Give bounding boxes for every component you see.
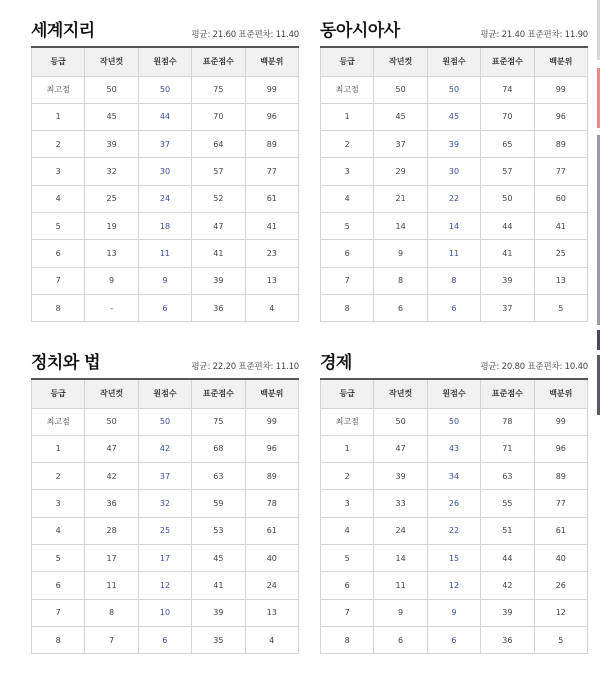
table-cell: 14: [374, 544, 427, 571]
column-header: 백분위: [245, 47, 298, 76]
table-cell: 45: [192, 544, 245, 571]
column-header: 표준점수: [481, 379, 534, 408]
table-cell: 40: [534, 544, 587, 571]
grade-cut-table: [320, 46, 588, 322]
table-cell: 89: [245, 131, 298, 158]
column-header: 백분위: [534, 47, 587, 76]
table-cell: 5: [321, 212, 374, 239]
table-cell: 6: [32, 572, 85, 599]
panel-politics-and-law: [31, 346, 299, 654]
table-header-row: [321, 379, 588, 408]
table-cell: 77: [534, 490, 587, 517]
table-cell: 9: [374, 599, 427, 626]
table-cell: 11: [427, 240, 480, 267]
table-cell: 47: [374, 435, 427, 462]
table-cell: 11: [374, 572, 427, 599]
table-cell: 3: [321, 158, 374, 185]
table-cell: 8: [32, 294, 85, 321]
table-cell: 30: [138, 158, 191, 185]
table-cell: 8: [85, 599, 138, 626]
table-cell: 59: [192, 490, 245, 517]
table-cell: 96: [534, 103, 587, 130]
table-cell: 8: [32, 626, 85, 653]
table-cell: 96: [534, 435, 587, 462]
column-header: 원점수: [427, 379, 480, 408]
column-header: 표준점수: [192, 47, 245, 76]
table-cell: 24: [374, 517, 427, 544]
table-cell: 89: [534, 463, 587, 490]
table-cell: 99: [534, 408, 587, 435]
grade-cut-table: [31, 378, 299, 654]
table-cell: 25: [85, 185, 138, 212]
table-cell: 45: [427, 103, 480, 130]
table-row: [32, 76, 299, 103]
column-header: 작년컷: [85, 379, 138, 408]
table-cell: 25: [534, 240, 587, 267]
table-cell: 34: [427, 463, 480, 490]
table-header-row: [32, 47, 299, 76]
table-cell: 3: [32, 490, 85, 517]
table-row: [32, 185, 299, 212]
table-cell: 8: [427, 267, 480, 294]
table-cell: 42: [481, 572, 534, 599]
table-cell: 13: [534, 267, 587, 294]
table-row: [321, 408, 588, 435]
table-cell: 6: [138, 294, 191, 321]
table-row: [32, 103, 299, 130]
table-cell: 50: [85, 408, 138, 435]
grade-cut-table: [320, 378, 588, 654]
table-row: [32, 267, 299, 294]
table-cell: 37: [481, 294, 534, 321]
table-row: [321, 240, 588, 267]
table-cell: 12: [138, 572, 191, 599]
table-cell: 35: [192, 626, 245, 653]
table-row: [32, 517, 299, 544]
table-cell: 4: [245, 626, 298, 653]
column-header: 표준점수: [481, 47, 534, 76]
table-cell: 22: [427, 517, 480, 544]
table-row: [321, 572, 588, 599]
table-cell: 61: [245, 517, 298, 544]
table-row: [321, 517, 588, 544]
grade-cut-table: [31, 46, 299, 322]
table-cell: 3: [321, 490, 374, 517]
table-cell: 42: [138, 435, 191, 462]
table-cell: 42: [85, 463, 138, 490]
table-cell: 78: [481, 408, 534, 435]
table-cell: 10: [138, 599, 191, 626]
table-cell: 61: [534, 517, 587, 544]
table-cell: 65: [481, 131, 534, 158]
table-cell: 7: [321, 599, 374, 626]
panel-header: [31, 14, 299, 44]
table-cell: 57: [192, 158, 245, 185]
table-cell: 17: [85, 544, 138, 571]
table-row: [321, 435, 588, 462]
table-cell: 89: [534, 131, 587, 158]
table-cell: 5: [534, 294, 587, 321]
table-cell: 39: [85, 131, 138, 158]
table-cell: 36: [192, 294, 245, 321]
table-cell: 14: [427, 212, 480, 239]
table-cell: 50: [374, 408, 427, 435]
table-cell: 1: [321, 103, 374, 130]
table-cell: 50: [85, 76, 138, 103]
table-cell: 17: [138, 544, 191, 571]
table-cell: 2: [321, 131, 374, 158]
table-row: [32, 463, 299, 490]
table-row: [321, 463, 588, 490]
column-header: 원점수: [427, 47, 480, 76]
column-header: 원점수: [138, 47, 191, 76]
table-cell: 15: [427, 544, 480, 571]
table-cell: 44: [138, 103, 191, 130]
table-cell: 39: [192, 599, 245, 626]
table-row: [32, 599, 299, 626]
table-cell: 43: [427, 435, 480, 462]
table-cell: 12: [427, 572, 480, 599]
table-cell: 18: [138, 212, 191, 239]
table-cell: 99: [245, 408, 298, 435]
table-row: [32, 626, 299, 653]
table-row: [32, 212, 299, 239]
table-row: [321, 158, 588, 185]
table-row: [321, 131, 588, 158]
table-row: [32, 294, 299, 321]
table-row: [321, 212, 588, 239]
table-cell: 41: [245, 212, 298, 239]
table-cell: 9: [427, 599, 480, 626]
table-cell: 7: [85, 626, 138, 653]
column-header: 백분위: [245, 379, 298, 408]
table-cell: 22: [427, 185, 480, 212]
table-cell: 11: [85, 572, 138, 599]
table-row: [321, 267, 588, 294]
table-cell: 50: [427, 408, 480, 435]
table-cell: 9: [138, 267, 191, 294]
table-cell: 5: [321, 544, 374, 571]
panel-title: 세계지리: [31, 21, 95, 41]
table-cell: 70: [192, 103, 245, 130]
panel-title: 경제: [320, 353, 352, 373]
table-cell: 6: [321, 240, 374, 267]
column-header: 등급: [32, 47, 85, 76]
table-cell: 33: [374, 490, 427, 517]
table-row: [32, 158, 299, 185]
table-row: [32, 240, 299, 267]
panel-stats: 평균: 22.20 표준편차: 11.10: [191, 362, 299, 372]
table-row: [321, 294, 588, 321]
column-header: 등급: [321, 47, 374, 76]
panel-title: 정치와 법: [31, 353, 101, 373]
table-cell: 64: [192, 131, 245, 158]
table-cell: 40: [245, 544, 298, 571]
table-row: [32, 572, 299, 599]
table-cell: 55: [481, 490, 534, 517]
panel-east-asian-history: [320, 14, 588, 322]
table-cell: 50: [481, 185, 534, 212]
table-cell: 99: [534, 76, 587, 103]
table-cell: 50: [374, 76, 427, 103]
table-cell: 30: [427, 158, 480, 185]
table-cell: 41: [481, 240, 534, 267]
table-cell: 6: [374, 626, 427, 653]
table-cell: 9: [85, 267, 138, 294]
table-cell: 78: [245, 490, 298, 517]
table-cell: 26: [534, 572, 587, 599]
table-cell: 4: [245, 294, 298, 321]
table-cell: 6: [427, 294, 480, 321]
table-cell: 28: [85, 517, 138, 544]
table-cell: 63: [192, 463, 245, 490]
table-cell: 50: [138, 76, 191, 103]
table-cell: 44: [481, 212, 534, 239]
column-header: 작년컷: [374, 47, 427, 76]
table-cell: 44: [481, 544, 534, 571]
table-cell: 75: [192, 408, 245, 435]
table-cell: 57: [481, 158, 534, 185]
table-cell: 37: [138, 131, 191, 158]
table-cell: 21: [374, 185, 427, 212]
panel-title: 동아시아사: [320, 21, 400, 41]
table-cell: 2: [32, 131, 85, 158]
table-cell: 45: [374, 103, 427, 130]
table-cell: 5: [534, 626, 587, 653]
table-cell: 6: [32, 240, 85, 267]
table-cell: 1: [32, 435, 85, 462]
table-cell: 61: [245, 185, 298, 212]
table-cell: 14: [374, 212, 427, 239]
column-header: 작년컷: [374, 379, 427, 408]
table-cell: 68: [192, 435, 245, 462]
table-cell: 26: [427, 490, 480, 517]
table-cell: 최고점: [321, 408, 374, 435]
table-cell: 9: [374, 240, 427, 267]
table-cell: 39: [427, 131, 480, 158]
table-cell: 77: [245, 158, 298, 185]
table-cell: 최고점: [32, 408, 85, 435]
table-cell: 25: [138, 517, 191, 544]
table-cell: 32: [138, 490, 191, 517]
table-row: [321, 544, 588, 571]
table-cell: 19: [85, 212, 138, 239]
table-cell: 53: [192, 517, 245, 544]
panel-header: [320, 346, 588, 376]
table-cell: 37: [138, 463, 191, 490]
table-cell: 1: [321, 435, 374, 462]
table-row: [321, 599, 588, 626]
table-cell: 8: [321, 626, 374, 653]
panel-world-geography: [31, 14, 299, 322]
table-cell: 4: [32, 517, 85, 544]
table-cell: 96: [245, 435, 298, 462]
table-row: [321, 185, 588, 212]
table-cell: 8: [321, 294, 374, 321]
panel-header: [320, 14, 588, 44]
table-cell: 13: [85, 240, 138, 267]
table-cell: 13: [245, 599, 298, 626]
table-cell: 37: [374, 131, 427, 158]
panel-stats: 평균: 20.80 표준편차: 10.40: [480, 362, 588, 372]
panel-header: [31, 346, 299, 376]
table-cell: 39: [192, 267, 245, 294]
table-cell: 5: [32, 212, 85, 239]
column-header: 등급: [321, 379, 374, 408]
table-cell: 52: [192, 185, 245, 212]
table-cell: 11: [138, 240, 191, 267]
table-row: [32, 435, 299, 462]
table-cell: 71: [481, 435, 534, 462]
table-row: [32, 490, 299, 517]
table-cell: 99: [245, 76, 298, 103]
table-cell: 32: [85, 158, 138, 185]
table-row: [32, 544, 299, 571]
table-cell: 96: [245, 103, 298, 130]
column-header: 표준점수: [192, 379, 245, 408]
table-cell: 6: [321, 572, 374, 599]
table-row: [321, 626, 588, 653]
table-row: [32, 131, 299, 158]
table-cell: 6: [138, 626, 191, 653]
table-cell: 4: [321, 185, 374, 212]
table-cell: 39: [481, 599, 534, 626]
table-header-row: [32, 379, 299, 408]
table-cell: 77: [534, 158, 587, 185]
table-cell: 36: [481, 626, 534, 653]
table-cell: 39: [374, 463, 427, 490]
table-cell: 41: [534, 212, 587, 239]
table-cell: 최고점: [321, 76, 374, 103]
table-cell: -: [85, 294, 138, 321]
table-cell: 4: [321, 517, 374, 544]
table-cell: 12: [534, 599, 587, 626]
table-cell: 7: [32, 599, 85, 626]
panel-economics: [320, 346, 588, 654]
table-header-row: [321, 47, 588, 76]
table-cell: 24: [138, 185, 191, 212]
column-header: 등급: [32, 379, 85, 408]
table-cell: 최고점: [32, 76, 85, 103]
table-cell: 41: [192, 572, 245, 599]
table-cell: 41: [192, 240, 245, 267]
table-row: [321, 103, 588, 130]
table-cell: 50: [138, 408, 191, 435]
table-cell: 51: [481, 517, 534, 544]
table-cell: 70: [481, 103, 534, 130]
table-row: [32, 408, 299, 435]
table-cell: 13: [245, 267, 298, 294]
table-cell: 89: [245, 463, 298, 490]
table-cell: 75: [192, 76, 245, 103]
table-cell: 5: [32, 544, 85, 571]
table-cell: 60: [534, 185, 587, 212]
column-header: 원점수: [138, 379, 191, 408]
table-cell: 47: [85, 435, 138, 462]
table-cell: 47: [192, 212, 245, 239]
column-header: 백분위: [534, 379, 587, 408]
table-cell: 8: [374, 267, 427, 294]
table-cell: 50: [427, 76, 480, 103]
table-cell: 2: [321, 463, 374, 490]
table-row: [321, 76, 588, 103]
table-cell: 2: [32, 463, 85, 490]
table-row: [321, 490, 588, 517]
table-cell: 7: [32, 267, 85, 294]
table-cell: 24: [245, 572, 298, 599]
table-cell: 39: [481, 267, 534, 294]
table-cell: 6: [427, 626, 480, 653]
table-cell: 4: [32, 185, 85, 212]
column-header: 작년컷: [85, 47, 138, 76]
table-cell: 45: [85, 103, 138, 130]
panel-stats: 평균: 21.60 표준편차: 11.40: [191, 30, 299, 40]
table-cell: 1: [32, 103, 85, 130]
table-cell: 23: [245, 240, 298, 267]
table-cell: 3: [32, 158, 85, 185]
table-cell: 7: [321, 267, 374, 294]
table-cell: 74: [481, 76, 534, 103]
table-cell: 29: [374, 158, 427, 185]
table-cell: 36: [85, 490, 138, 517]
table-cell: 6: [374, 294, 427, 321]
table-cell: 63: [481, 463, 534, 490]
panel-stats: 평균: 21.40 표준편차: 11.90: [480, 30, 588, 40]
